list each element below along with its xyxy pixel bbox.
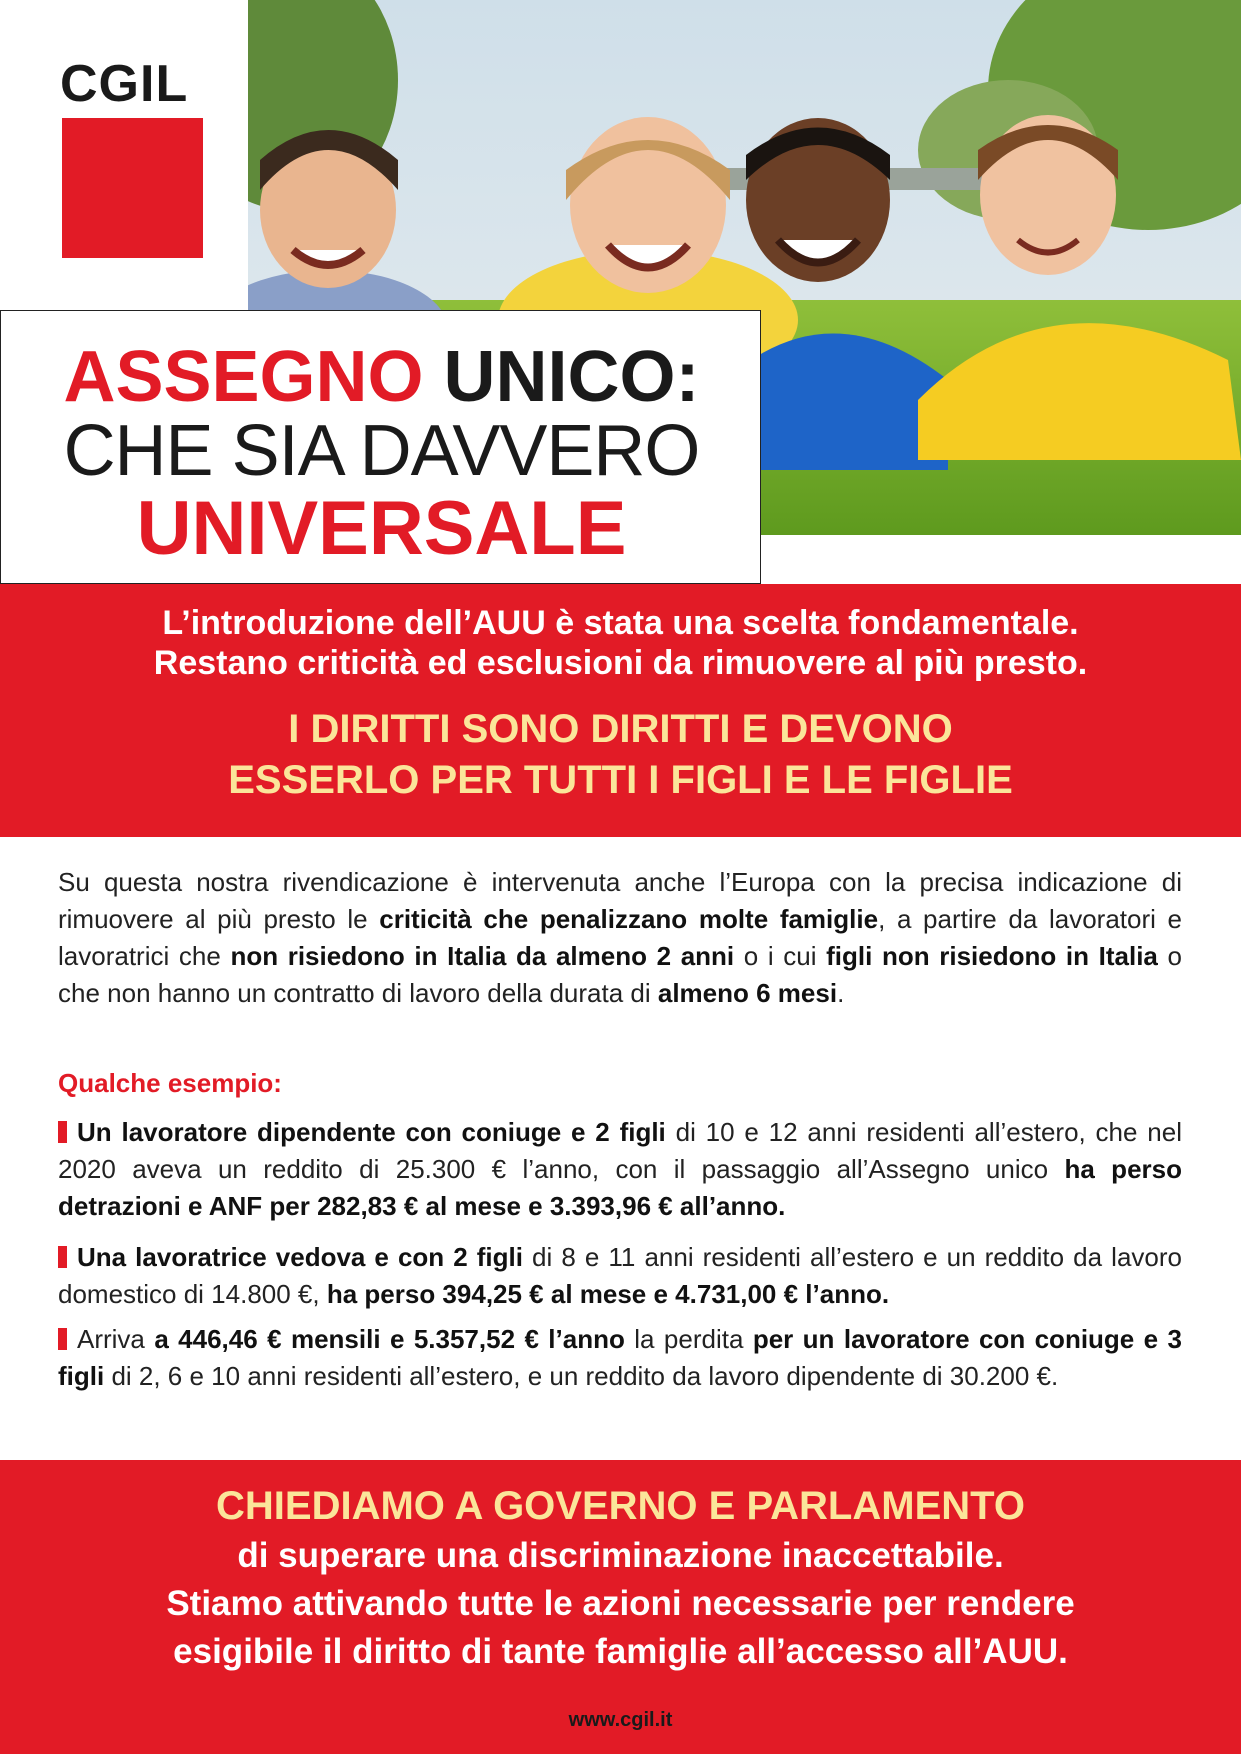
- body-bold: non risiedono in Italia da almeno 2 anni: [230, 941, 735, 971]
- title-unico: UNICO:: [423, 337, 700, 417]
- body-text: o che non hanno un contratto di lavoro della durata di: [58, 941, 1182, 1008]
- example-bold: per un lavoratore con coniuge e 3 figli: [58, 1324, 1183, 1391]
- body-bold: criticità che penalizzano molte famiglie: [379, 904, 879, 934]
- body-paragraph: [58, 864, 1182, 1012]
- example-bold: Una lavoratrice vedova e con 2 figli: [77, 1242, 523, 1272]
- example-text: di 8 e 11 anni residenti all’estero e un reddito da lavoro domestico di 14.800 €,: [58, 1242, 1182, 1309]
- example-item: [58, 1114, 1182, 1225]
- demand-line-2: Stiamo attivando tutte le azioni necessarie per rendere: [166, 1584, 1075, 1623]
- demand-heading: CHIEDIAMO A GOVERNO E PARLAMENTO: [216, 1484, 1025, 1528]
- example-bold: Un lavoratore dipendente con coniuge e 2 figli: [77, 1117, 666, 1147]
- rights-line-1: I DIRITTI SONO DIRITTI E DEVONO: [288, 707, 953, 751]
- logo-area: [0, 0, 248, 310]
- demand-band: [0, 1460, 1241, 1754]
- body-bold: almeno 6 mesi: [657, 978, 838, 1008]
- body-bold: figli non risiedono in Italia: [826, 941, 1158, 971]
- logo-red-square: [62, 118, 203, 258]
- example-bold: ha perso 394,25 € al mese e 4.731,00 € l’anno.: [326, 1279, 890, 1309]
- title-line-2: CHE SIA DAVVERO: [63, 411, 700, 491]
- examples-heading: Qualche esempio:: [58, 1068, 282, 1098]
- example-item: [58, 1321, 1182, 1395]
- title-line-3: UNIVERSALE: [136, 486, 627, 571]
- example-text: Arriva: [77, 1324, 155, 1354]
- intro-line-2: Restano criticità ed esclusioni da rimuovere al più presto.: [153, 644, 1088, 682]
- body-text: .: [837, 978, 845, 1008]
- website-link[interactable]: www.cgil.it: [568, 1709, 673, 1731]
- title-assegno: ASSEGNO: [63, 337, 424, 417]
- bullet-marker: [58, 1328, 67, 1350]
- example-text: la perdita: [624, 1324, 753, 1354]
- demand-line-3: esigibile il diritto di tante famiglie all’accesso all’AUU.: [173, 1632, 1068, 1671]
- rights-line-2: ESSERLO PER TUTTI I FIGLI E LE FIGLIE: [228, 758, 1013, 802]
- example-bold: ha perso detrazioni e ANF per 282,83 € al mese e 3.393,96 € all’anno.: [58, 1154, 1182, 1221]
- bullet-marker: [58, 1246, 67, 1268]
- body-text: Su questa nostra rivendicazione è intervenuta anche l’Europa con la precisa indicazione di rimuovere al più presto le: [58, 867, 1182, 934]
- example-text: di 2, 6 e 10 anni residenti all’estero, e un reddito da lavoro dipendente di 30.200 €.: [104, 1361, 1059, 1391]
- body-text: , a partire da lavoratori e lavoratrici che: [58, 904, 1182, 971]
- demand-line-1: di superare una discriminazione inaccettabile.: [237, 1536, 1004, 1575]
- logo-text: CGIL: [60, 55, 189, 113]
- intro-band: [0, 584, 1241, 837]
- example-text: di 10 e 12 anni residenti all’estero, che nel 2020 aveva un reddito di 25.300 € l’anno, con il passaggio all’Assegno unico: [58, 1117, 1182, 1184]
- example-bold: a 446,46 € mensili e 5.357,52 € l’anno: [154, 1324, 625, 1354]
- bullet-marker: [58, 1121, 67, 1143]
- body-text: o i cui: [734, 941, 827, 971]
- intro-line-1: L’introduzione dell’AUU è stata una scelta fondamentale.: [162, 604, 1079, 642]
- title-line-1: [1, 337, 762, 417]
- example-item: [58, 1239, 1182, 1313]
- title-box: [0, 310, 761, 584]
